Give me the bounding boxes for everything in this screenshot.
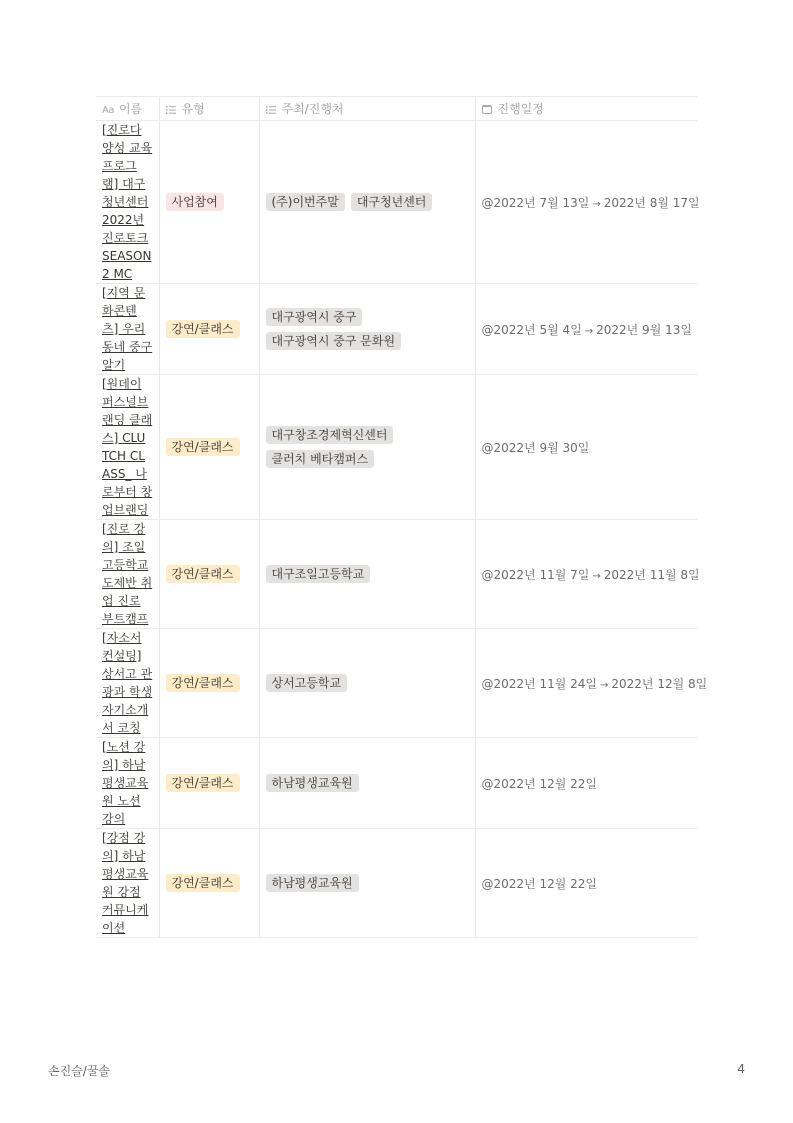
date-start: @2022년 9월 30일 bbox=[481, 440, 590, 455]
name-cell bbox=[96, 629, 159, 738]
type-tag: 강연/클래스 bbox=[166, 565, 240, 583]
date-end: 2022년 9월 13일 bbox=[596, 322, 692, 337]
org-cell bbox=[259, 121, 475, 284]
date-end: 2022년 8월 17일 bbox=[603, 195, 700, 210]
page-title-link[interactable]: [진로 강의] 조일고등학교 도제반 취업 진로 부트캠프 bbox=[102, 522, 153, 626]
table-row[interactable] bbox=[96, 520, 697, 629]
name-cell bbox=[96, 520, 159, 629]
table-row[interactable] bbox=[96, 629, 697, 738]
org-tag: 대구청년센터 bbox=[351, 193, 433, 211]
type-cell bbox=[159, 284, 259, 375]
date-start: @2022년 7월 13일 bbox=[481, 195, 590, 210]
column-header-label: 이름 bbox=[118, 102, 143, 116]
type-tag: 사업참여 bbox=[166, 193, 224, 211]
table-row[interactable] bbox=[96, 375, 697, 520]
org-tag: 클러치 베타캠퍼스 bbox=[266, 450, 375, 468]
name-cell bbox=[96, 738, 159, 829]
type-tag: 강연/클래스 bbox=[166, 874, 240, 892]
org-cell bbox=[259, 629, 475, 738]
org-cell bbox=[259, 738, 475, 829]
org-tag: 대구조일고등학교 bbox=[266, 565, 371, 583]
org-cell bbox=[259, 520, 475, 629]
column-header-label: 진행일정 bbox=[497, 102, 544, 116]
org-tag: (주)이번주말 bbox=[266, 193, 345, 211]
type-cell bbox=[159, 829, 259, 938]
org-tag: 상서고등학교 bbox=[266, 674, 348, 692]
type-cell bbox=[159, 121, 259, 284]
date-cell bbox=[475, 629, 708, 738]
column-header-org[interactable] bbox=[259, 97, 475, 121]
column-header-label: 유형 bbox=[181, 102, 205, 116]
table-row[interactable] bbox=[96, 284, 697, 375]
org-tag: 하남평생교육원 bbox=[266, 874, 359, 892]
type-cell bbox=[159, 629, 259, 738]
page-title-link[interactable]: [진로다양성 교육 프로그램] 대구청년센터 2022년 진로토크 SEASON 2 MC bbox=[102, 123, 153, 281]
page-title-link[interactable]: [원데이 퍼스널브랜딩 클래스] CLUTCH CLASS_ 나로부터 창업브랜딩 bbox=[102, 377, 153, 517]
type-tag: 강연/클래스 bbox=[166, 774, 240, 792]
page-number: 4 bbox=[737, 1062, 745, 1076]
column-header-name[interactable] bbox=[96, 97, 159, 121]
date-cell bbox=[475, 520, 700, 629]
name-cell bbox=[96, 829, 159, 938]
arrow-right-icon: → bbox=[592, 570, 601, 582]
page-title-link[interactable]: [강점 강의] 하남 평생교육원 강점 커뮤니케이션 bbox=[102, 831, 149, 935]
type-cell bbox=[159, 520, 259, 629]
name-cell bbox=[96, 284, 159, 375]
type-tag: 강연/클래스 bbox=[166, 320, 240, 338]
page-title-link[interactable]: [노션 강의] 하남 평생교육원 노션 강의 bbox=[102, 740, 149, 826]
date-cell bbox=[475, 284, 697, 375]
type-cell bbox=[159, 738, 259, 829]
table-row[interactable] bbox=[96, 121, 697, 284]
table-row[interactable] bbox=[96, 738, 697, 829]
date-start: @2022년 11월 24일 bbox=[481, 676, 597, 691]
date-end: 2022년 11월 8일 bbox=[603, 567, 700, 582]
type-tag: 강연/클래스 bbox=[166, 674, 240, 692]
page-title-link[interactable]: [자소서 컨설팅] 상서고 관광과 학생 자기소개서 코칭 bbox=[102, 631, 153, 735]
list-property-icon bbox=[166, 106, 176, 114]
date-cell bbox=[475, 375, 697, 520]
calendar-icon bbox=[482, 105, 492, 114]
column-header-label: 주최/진행처 bbox=[281, 102, 344, 116]
date-start: @2022년 5월 4일 bbox=[481, 322, 582, 337]
org-cell bbox=[259, 375, 475, 520]
date-end: 2022년 12월 8일 bbox=[611, 676, 708, 691]
name-cell bbox=[96, 121, 159, 284]
table-header-row bbox=[96, 97, 697, 121]
table-row[interactable] bbox=[96, 829, 697, 938]
date-start: @2022년 12월 22일 bbox=[481, 776, 597, 791]
date-cell bbox=[475, 121, 700, 284]
column-header-type[interactable] bbox=[159, 97, 259, 121]
footer-author: 손진슬/꿀솔 bbox=[48, 1064, 111, 1078]
arrow-right-icon: → bbox=[599, 679, 609, 691]
org-tag: 대구광역시 중구 bbox=[266, 308, 363, 326]
arrow-right-icon: → bbox=[584, 325, 594, 337]
name-cell bbox=[96, 375, 159, 520]
org-cell bbox=[259, 829, 475, 938]
org-tag: 하남평생교육원 bbox=[266, 774, 359, 792]
arrow-right-icon: → bbox=[592, 198, 601, 210]
org-cell bbox=[259, 284, 475, 375]
page-title-link[interactable]: [지역 문화콘텐츠] 우리동네 중구알기 bbox=[102, 286, 153, 372]
org-tag: 대구광역시 중구 문화원 bbox=[266, 332, 402, 350]
date-cell bbox=[475, 738, 697, 829]
type-tag: 강연/클래스 bbox=[166, 438, 240, 456]
date-start: @2022년 11월 7일 bbox=[481, 567, 590, 582]
date-start: @2022년 12월 22일 bbox=[481, 876, 597, 891]
date-cell bbox=[475, 829, 697, 938]
column-header-date[interactable] bbox=[475, 97, 697, 121]
list-property-icon bbox=[266, 106, 276, 114]
org-tag: 대구창조경제혁신센터 bbox=[266, 426, 394, 444]
type-cell bbox=[159, 375, 259, 520]
database-table bbox=[96, 96, 708, 938]
text-property-icon: Aa bbox=[102, 105, 114, 116]
